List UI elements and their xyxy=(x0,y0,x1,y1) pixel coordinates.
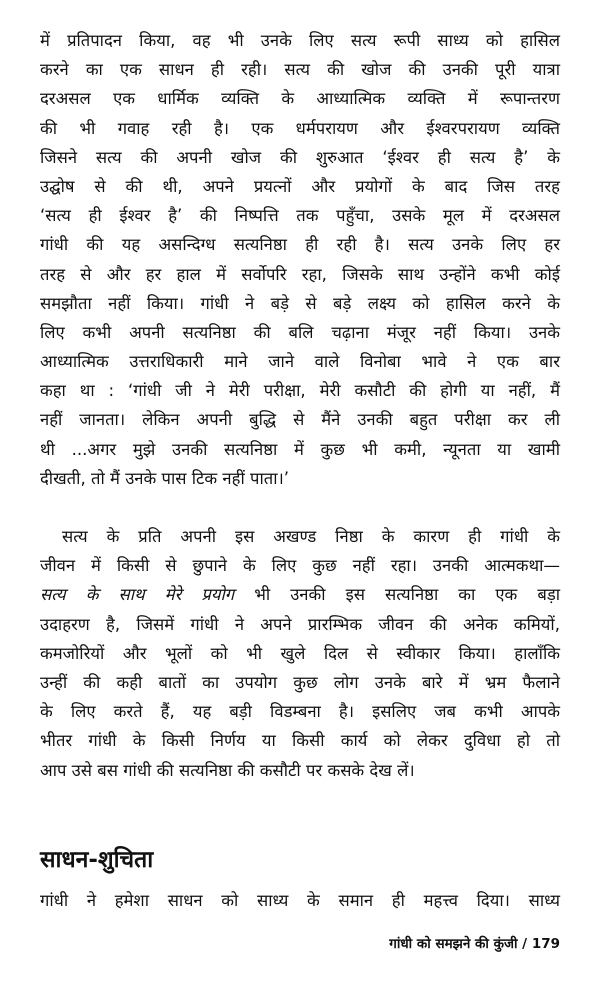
text-line xyxy=(40,580,560,609)
text-line: भीतर गांधी के किसी निर्णय या किसी कार्य को लेकर दुविधा हो तो xyxy=(40,731,560,751)
text-line: ‘सत्य ही ईश्वर है’ की निष्पत्ति तक पहुँचा, उसके मूल में दरअसल xyxy=(40,206,560,226)
text-line: कमजोरियों और भूलों को भी खुले दिल से स्वीकार किया। हालाँकि xyxy=(40,643,560,663)
text-line: लिए कभी अपनी सत्यनिष्ठा की बलि चढ़ाना मंजूर नहीं किया। उनके xyxy=(40,322,560,342)
text-line: के लिए करते हैं, यह बड़ी विडम्बना है। इसलिए जब कभी आपके xyxy=(40,702,560,722)
text-line: आप उसे बस गांधी की सत्यनिष्ठा की कसौटी पर कसके देख लें। xyxy=(40,760,415,780)
text-line: कहा था : ‘गांधी जी ने मेरी परीक्षा, मेरी कसौटी की होगी या नहीं, मैं xyxy=(40,381,560,401)
text-line: में प्रतिपादन किया, वह भी उनके लिए सत्य रूपी साध्य को हासिल xyxy=(40,31,560,50)
text-line: करने का एक साधन ही रही। सत्य की खोज की उनकी पूरी यात्रा xyxy=(40,60,560,80)
section-first-paragraph xyxy=(40,886,560,915)
text-line: गांधी ने हमेशा साधन को साध्य के समान ही महत्त्व दिया। साध्य xyxy=(40,891,560,910)
text-line: जीवन में किसी से छुपाने के लिए कुछ नहीं रहा। उनकी आत्मकथा— xyxy=(40,556,560,576)
paragraph-autobiography xyxy=(40,522,560,785)
text-line: की भी गवाह रही है। एक धर्मपरायण और ईश्वरपरायण व्यक्ति xyxy=(40,118,560,138)
text-line: उन्हीं की कही बातों का उपयोग कुछ लोग उनके बारे में भ्रम फैलाने xyxy=(40,672,560,692)
text-segment: भी उनकी इस सत्यनिष्ठा का एक बड़ा xyxy=(234,585,560,605)
text-line: गांधी की यह असन्दिग्ध सत्यनिष्ठा ही रही है। सत्य उनके लिए हर xyxy=(40,235,560,255)
text-line: जिसने सत्य की अपनी खोज की शुरुआत ‘ईश्वर ही सत्य है’ के xyxy=(40,147,560,167)
text-line: आध्यात्मिक उत्तराधिकारी माने जाने वाले विनोबा भावे ने एक बार xyxy=(40,352,560,372)
text-line: दरअसल एक धार्मिक व्यक्ति के आध्यात्मिक व्यक्ति में रूपान्तरण xyxy=(40,89,560,109)
text-line: दीखती, तो मैं उनके पास टिक नहीं पाता।’ xyxy=(40,468,290,488)
text-line: समझौता नहीं किया। गांधी ने बड़े से बड़े लक्ष्य को हासिल करने के xyxy=(40,293,560,313)
section-heading: साधन-शुचिता xyxy=(40,847,154,873)
text-line: उदाहरण है, जिसमें गांधी ने अपने प्रारम्भिक जीवन की अनेक कमियों, xyxy=(40,614,560,634)
paragraph-truthfulness xyxy=(40,26,560,493)
text-line: थी ...अगर मुझे उनकी सत्यनिष्ठा में कुछ भी कमी, न्यूनता या खामी xyxy=(40,439,560,459)
text-line: नहीं जानता। लेकिन अपनी बुद्धि से मैंने उनकी बहुत परीक्षा कर ली xyxy=(40,410,560,430)
book-title: सत्य के साथ मेरे प्रयोग xyxy=(40,585,235,605)
page-footer: गांधी को समझने की कुंजी / 179 xyxy=(389,936,560,952)
text-line: तरह से और हर हाल में सर्वोपरि रहा, जिसके साथ उन्होंने कभी कोई xyxy=(40,264,560,284)
text-line: सत्य के प्रति अपनी इस अखण्ड निष्ठा के कारण ही गांधी के xyxy=(62,527,560,546)
text-line: उद्घोष से की थी, अपने प्रयत्नों और प्रयोगों के बाद जिस तरह xyxy=(40,176,560,196)
